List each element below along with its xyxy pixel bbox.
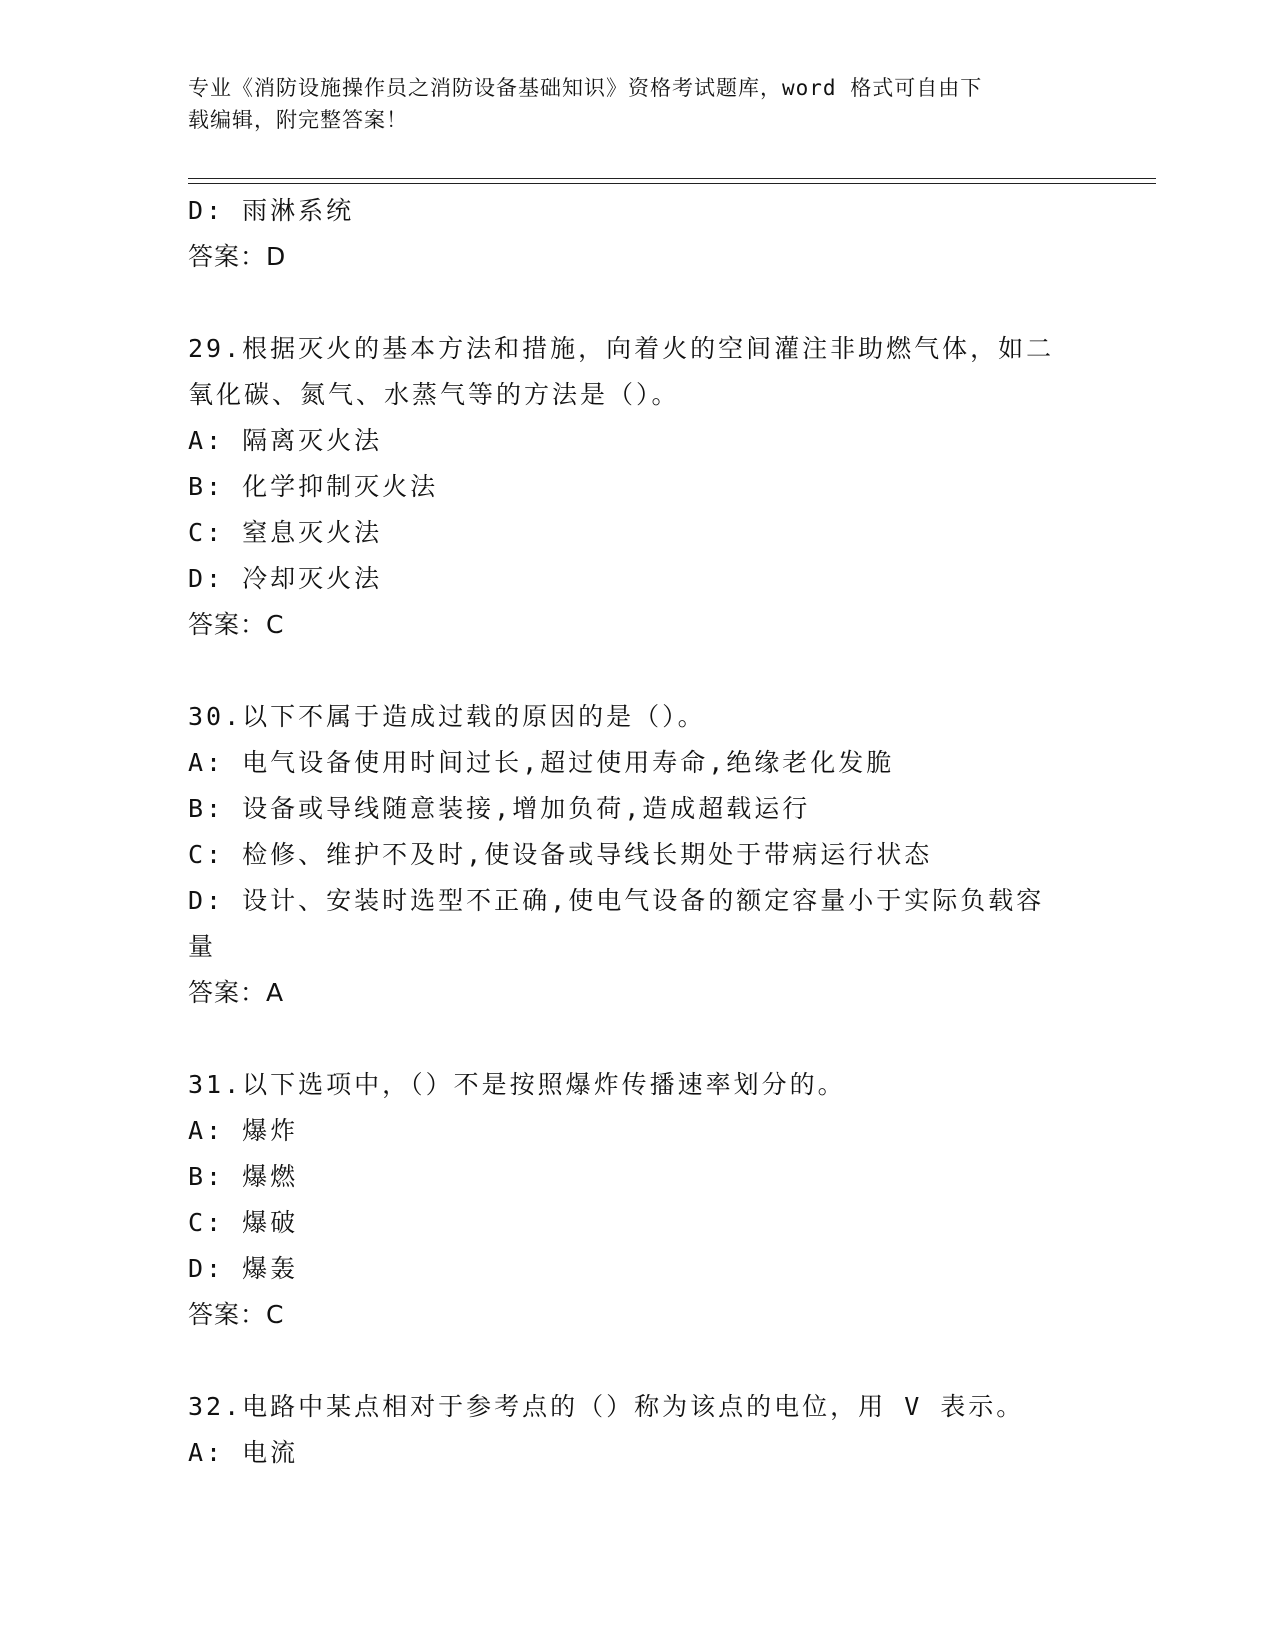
question-stem: 31.以下选项中，（）不是按照爆炸传播速率划分的。: [188, 1070, 846, 1099]
question-stem: 32.电路中某点相对于参考点的（）称为该点的电位，用 V 表示。: [188, 1392, 1025, 1421]
header-line-2: 载编辑，附完整答案！: [188, 108, 408, 132]
question-stem: 30.以下不属于造成过载的原因的是（）。: [188, 702, 706, 731]
option-a: A: 爆炸: [188, 1116, 299, 1145]
option-d: D: 爆轰: [188, 1254, 299, 1283]
question-32: [188, 1384, 1088, 1476]
option-c: C: 爆破: [188, 1208, 299, 1237]
header-divider-bottom: [188, 183, 1156, 184]
question-29: [188, 326, 1088, 648]
option-d: D: 设计、安装时选型不正确,使电气设备的额定容量小于实际负载容: [188, 886, 1045, 915]
answer-prev: 答案：D: [188, 242, 287, 271]
option-d-prev: D: 雨淋系统: [188, 196, 355, 225]
option-a: A: 电流: [188, 1438, 299, 1467]
option-b: B: 化学抑制灭火法: [188, 472, 439, 501]
answer: 答案：A: [188, 978, 285, 1007]
option-d: D: 冷却灭火法: [188, 564, 383, 593]
option-a: A: 电气设备使用时间过长,超过使用寿命,绝缘老化发脆: [188, 748, 895, 777]
option-d-cont: 量: [188, 932, 217, 961]
option-c: C: 窒息灭火法: [188, 518, 383, 547]
question-stem-cont: 氧化碳、氮气、水蒸气等的方法是（）。: [188, 380, 680, 409]
option-a: A: 隔离灭火法: [188, 426, 383, 455]
option-b: B: 爆燃: [188, 1162, 299, 1191]
question-31: [188, 1062, 1088, 1338]
answer: 答案：C: [188, 610, 285, 639]
question-30: [188, 694, 1088, 1016]
header-divider-top: [188, 178, 1156, 179]
question-content: [188, 188, 1088, 1476]
document-header: [188, 72, 1088, 136]
option-b: B: 设备或导线随意装接,增加负荷,造成超载运行: [188, 794, 811, 823]
question-stem: 29.根据灭火的基本方法和措施，向着火的空间灌注非助燃气体，如二: [188, 334, 1055, 363]
option-c: C: 检修、维护不及时,使设备或导线长期处于带病运行状态: [188, 840, 933, 869]
header-line-1: 专业《消防设施操作员之消防设备基础知识》资格考试题库，word 格式可自由下: [188, 76, 983, 100]
answer: 答案：C: [188, 1300, 285, 1329]
